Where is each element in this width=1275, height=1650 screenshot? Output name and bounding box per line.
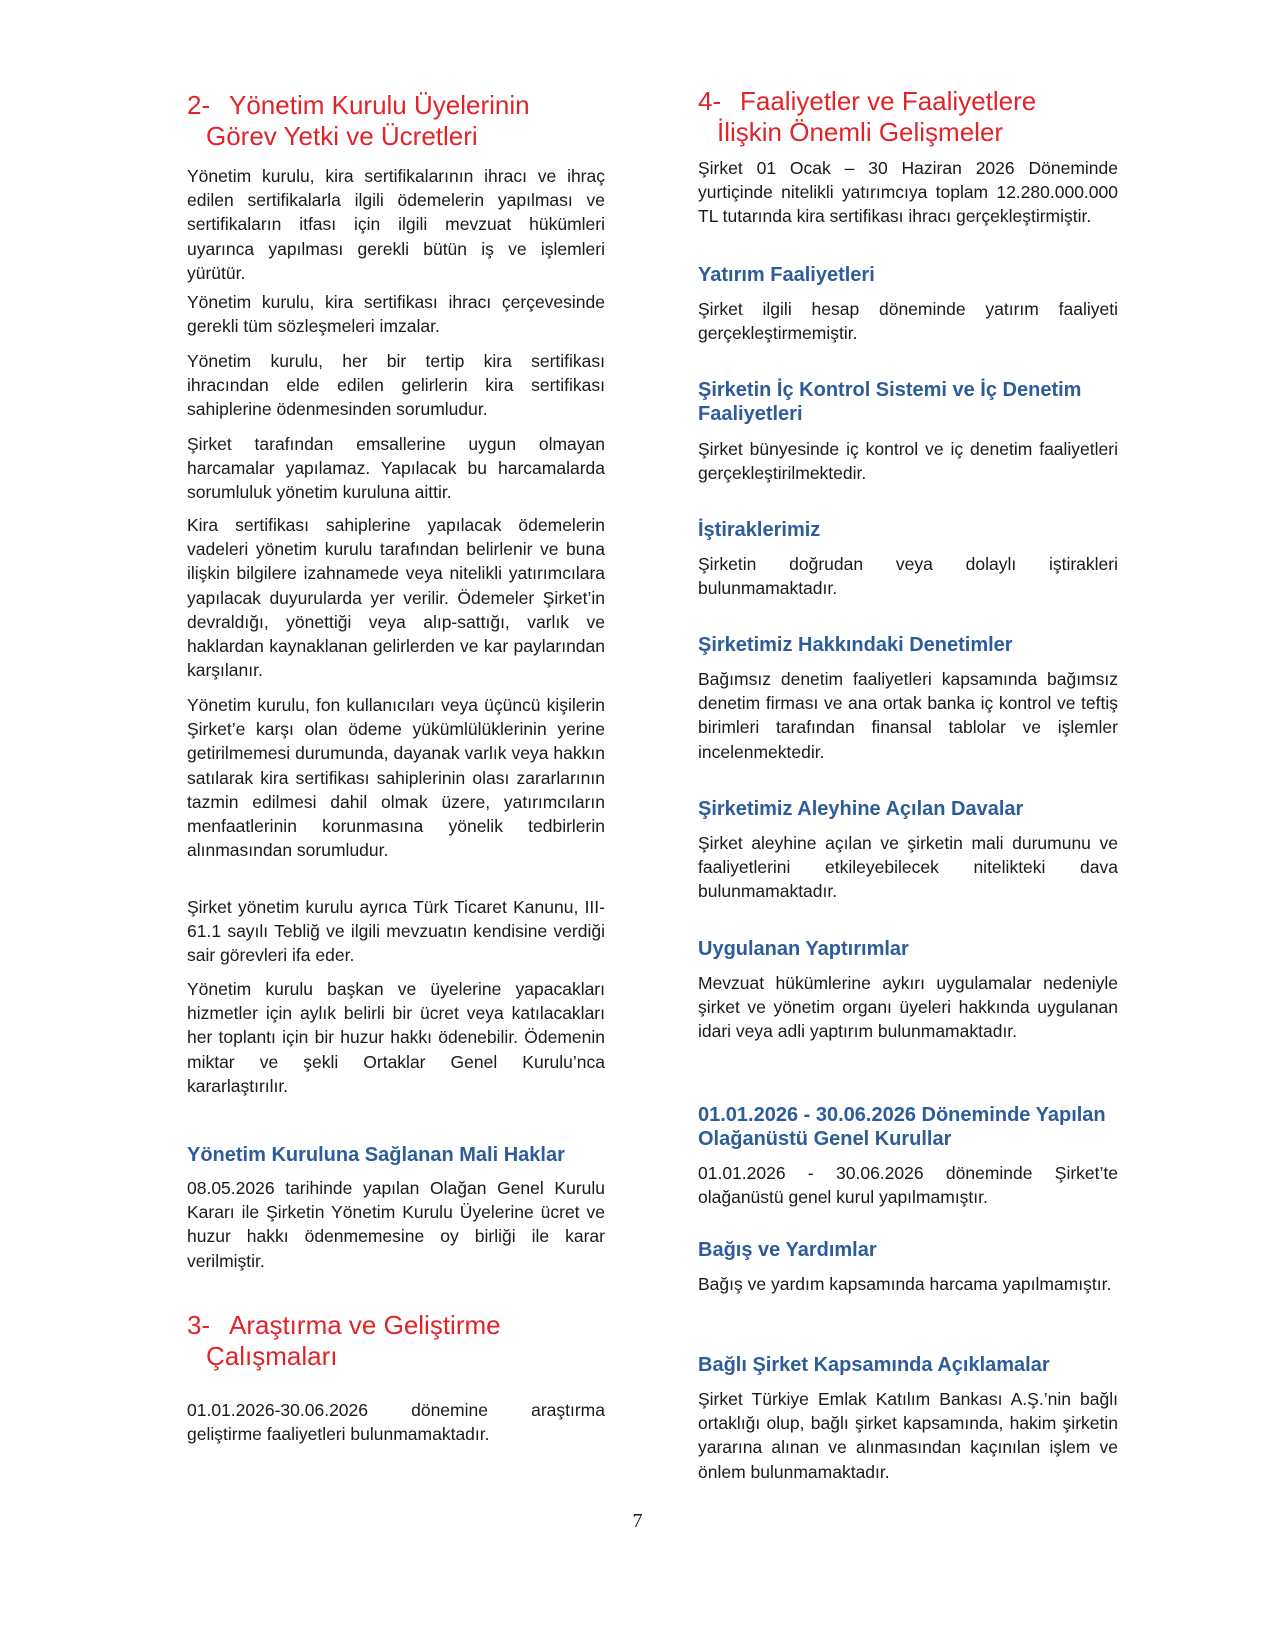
paragraph: Şirket tarafından emsallerine uygun olmayan harcamalar yapılamaz. Yapılacak bu harcamalarda sorumluluk yönetim kuruluna aittir. — [187, 434, 605, 503]
section-3-heading — [187, 1310, 605, 1372]
section-2-heading — [187, 90, 605, 152]
paragraph: Bağımsız denetim faaliyetleri kapsamında bağımsız denetim firması ve ana ortak banka iç kontrol ve teftiş birimleri tarafından finansal tablolar ve işlemler incelenmektedir. — [698, 669, 1118, 762]
dava-heading: Şirketimiz Aleyhine Açılan Davalar — [698, 798, 1024, 820]
paragraph: Yönetim kurulu, kira sertifikalarının ihracı ve ihraç edilen sertifikalarla ilgili ödemelerin yapılması ve sertifikaların itfası için ilgili mevzuat hükümleri uyarınca yapılması gerekli bütün iş ve işlemleri yürütür. — [187, 166, 605, 283]
heading-line: Faaliyetler ve Faaliyetlere — [740, 86, 1037, 116]
heading-line: İlişkin Önemli Gelişmeler — [717, 117, 1004, 147]
heading-line: Görev Yetki ve Ücretleri — [206, 121, 478, 151]
paragraph: Şirket 01 Ocak – 30 Haziran 2026 Döneminde yurtiçinde nitelikli yatırımcıya toplam 12.280.000.000 TL tutarında kira sertifikası ihracı gerçekleştirmiştir. — [698, 158, 1118, 227]
page-number: 7 — [632, 1510, 643, 1532]
heading-line: Çalışmaları — [206, 1341, 338, 1371]
mali-haklar-heading: Yönetim Kuruluna Sağlanan Mali Haklar — [187, 1144, 565, 1166]
yatirim-heading: Yatırım Faaliyetleri — [698, 264, 875, 286]
paragraph: Yönetim kurulu, fon kullanıcıları veya üçüncü kişilerin Şirket’e karşı olan ödeme yükümlülüklerinin yerine getirilmemesi durumunda, dayanak varlık veya hakkın satılarak kira sertifikası sahiplerinin olası zararlarının tazmin edilmesi dahil olmak üzere, yatırımcıların menfaatlerinin korunmasına yönelik tedbirlerin alınmasından sorumludur. — [187, 695, 605, 861]
section-4-heading — [698, 86, 1118, 148]
paragraph: Yönetim kurulu, kira sertifikası ihracı çerçevesinde gerekli tüm sözleşmeleri imzalar. — [187, 292, 605, 337]
section-number: 2- — [187, 90, 211, 120]
yaptirim-heading: Uygulanan Yaptırımlar — [698, 938, 909, 960]
paragraph: Bağış ve yardım kapsamında harcama yapılmamıştır. — [698, 1274, 1112, 1294]
heading-line: Yönetim Kurulu Üyelerinin — [229, 90, 530, 120]
paragraph: Şirket Türkiye Emlak Katılım Bankası A.Ş.’nin bağlı ortaklığı olup, bağlı şirket kapsamında, hakim şirketin yararına alınan ve alınmasından kaçınılan işlem ve önlem bulunmamaktadır. — [698, 1389, 1118, 1482]
ic-kontrol-heading: Şirketin İç Kontrol Sistemi ve İç Denetim Faaliyetleri — [698, 379, 1082, 425]
heading-line: Araştırma ve Geliştirme — [229, 1310, 501, 1340]
bagli-sirket-heading: Bağlı Şirket Kapsamında Açıklamalar — [698, 1354, 1050, 1376]
istirak-heading: İştiraklerimiz — [698, 519, 821, 541]
paragraph: Şirket yönetim kurulu ayrıca Türk Ticaret Kanunu, III-61.1 sayılı Tebliğ ve ilgili mevzuatın kendisine verdiği sair görevleri ifa eder. — [187, 897, 605, 966]
paragraph: Yönetim kurulu, her bir tertip kira sertifikası ihracından elde edilen gelirlerin kira sertifikası sahiplerine ödenmesinden sorumludur. — [187, 351, 605, 420]
paragraph: 08.05.2026 tarihinde yapılan Olağan Genel Kurulu Kararı ile Şirketin Yönetim Kurulu Üyelerine ücret ve huzur hakkı ödenmemesine oy birliği ile karar verilmiştir. — [187, 1178, 605, 1271]
paragraph: Şirketin doğrudan veya dolaylı iştirakleri bulunmamaktadır. — [698, 554, 1118, 599]
genel-kurul-heading: 01.01.2026 - 30.06.2026 Döneminde Yapılan Olağanüstü Genel Kurullar — [698, 1104, 1106, 1150]
section-number: 3- — [187, 1310, 211, 1340]
bagis-heading: Bağış ve Yardımlar — [698, 1239, 877, 1261]
paragraph: 01.01.2026 - 30.06.2026 döneminde Şirket’te olağanüstü genel kurul yapılmamıştır. — [698, 1163, 1118, 1208]
paragraph: Şirket bünyesinde iç kontrol ve iç denetim faaliyetleri gerçekleştirilmektedir. — [698, 439, 1118, 484]
paragraph: Şirket aleyhine açılan ve şirketin mali durumunu ve faaliyetlerini etkileyebilecek nitelikteki dava bulunmamaktadır. — [698, 833, 1118, 902]
paragraph: Mevzuat hükümlerine aykırı uygulamalar nedeniyle şirket ve yönetim organı üyeleri hakkında uygulanan idari veya adli yaptırım bulunmamaktadır. — [698, 973, 1118, 1042]
paragraph: Şirket ilgili hesap döneminde yatırım faaliyeti gerçekleştirmemiştir. — [698, 299, 1118, 344]
denetim-heading: Şirketimiz Hakkındaki Denetimler — [698, 634, 1013, 656]
paragraph: Yönetim kurulu başkan ve üyelerine yapacakları hizmetler için aylık belirli bir ücret veya katılacakları her toplantı için bir huzur hakkı ödenebilir. Ödemenin miktar ve şekli Ortaklar Genel Kurulu’nca kararlaştırılır. — [187, 979, 605, 1096]
paragraph: Kira sertifikası sahiplerine yapılacak ödemelerin vadeleri yönetim kurulu tarafından belirlenir ve buna ilişkin bilgilere izahnamede veya nitelikli yatırımcılara yapılacak duyurularda yer verilir. Ödemeler Şirket’in devraldığı, yönettiği veya alıp-sattığı, varlık ve haklardan kaynaklanan gelirlerden ve kar paylarından karşılanır. — [187, 515, 605, 681]
paragraph: 01.01.2026-30.06.2026 dönemine araştırma geliştirme faaliyetleri bulunmamaktadır. — [187, 1400, 605, 1445]
section-number: 4- — [698, 86, 722, 116]
